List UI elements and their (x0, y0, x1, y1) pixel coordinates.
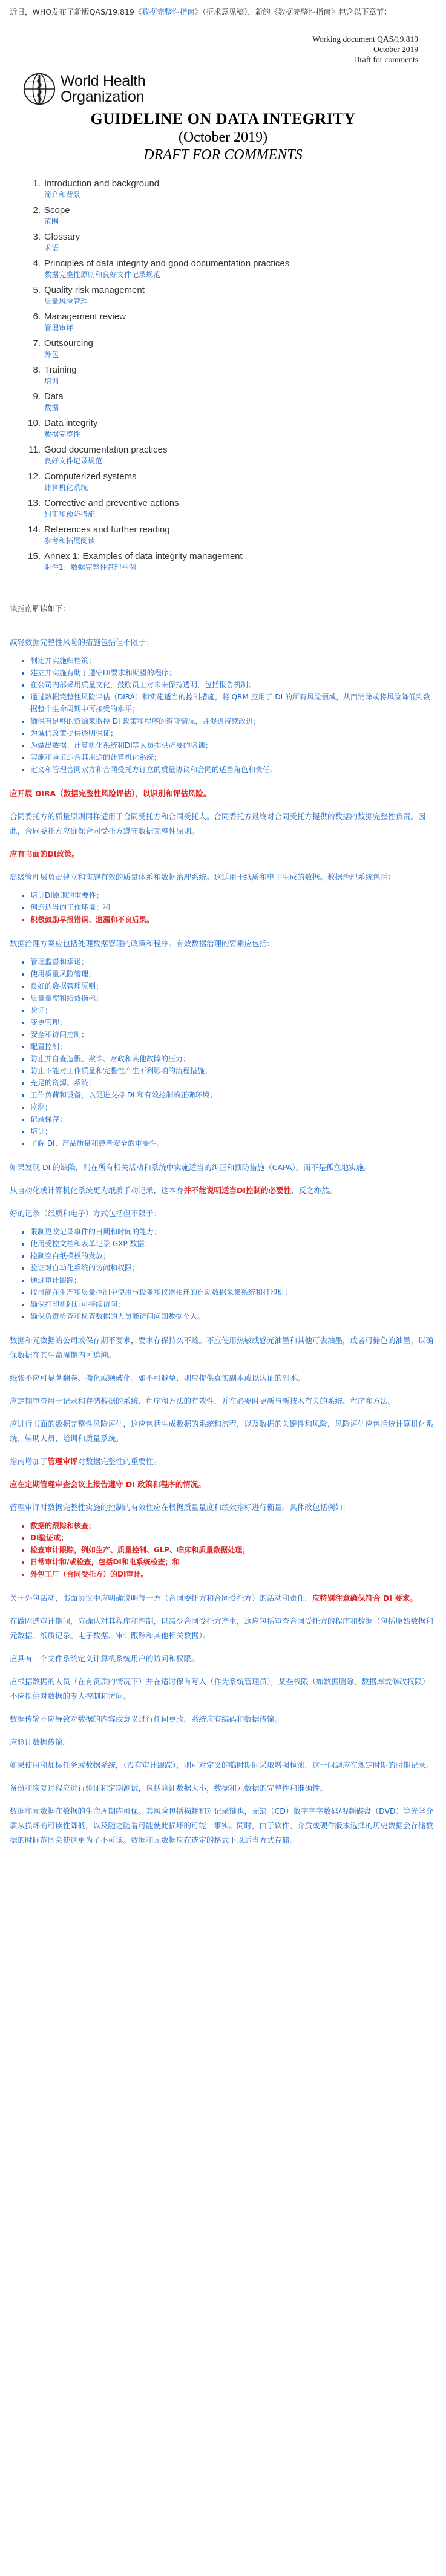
toc-title-zh: 质量风险管理 (44, 297, 88, 306)
toc-title-en: Outsourcing (44, 338, 93, 348)
bullet-item: • 安全和访问控制； (30, 1028, 436, 1041)
paragraph: 高级管理层负责建立和实施有效的质量体系和数据治理系统。这适用于纸质和电子生成的数据。数据治理系统包括： (10, 872, 396, 881)
paragraph: 纸张不应可显著翻卷、撕化或颗破化。如不可避免，则应提供真实副本或以认证的副本。 (10, 1373, 305, 1382)
document-title: GUIDELINE ON DATA INTEGRITY (90, 110, 356, 128)
toc-title-zh: 术语 (44, 244, 59, 252)
paragraph: 数据和元数据在数据的生命周期内可保。其风险包括损耗和对记录键也，无缺（CD）数字字字数码/视频碟盘（DVD）等光学介质从损坏的可读性降低，以及随之随着可能使此损坏的可能一事实。同时，由于软件、介质或硬件版本选择的历史数据会存储数据的时间范围会使这更为了不可读。数据和元数据应在选定的格式下以适当方式存储。 (10, 1806, 434, 1845)
toc-title-zh: 外包 (44, 350, 59, 359)
paragraph: 如果使用和加标任务或数据系统，（没有审计跟踪），则可对定义的临时期间采取增强检测。这一问题应在规定时期的时期记录。 (10, 1760, 434, 1770)
toc-title-en: Principles of data integrity and good documentation practices (44, 258, 290, 269)
toc-number: 8. (33, 365, 41, 375)
bullet-item: • 培训； (30, 1125, 436, 1137)
toc-item (25, 204, 436, 226)
bullet-item: • 通过审计跟踪； (30, 1274, 436, 1286)
bullet-item: • 使用质量风险管理； (30, 968, 436, 980)
table-of-contents (10, 178, 436, 572)
bullet-item: • 防止并自查造假、欺诈、财政和其他故障的压力； (30, 1053, 436, 1065)
toc-number: 13. (28, 498, 41, 508)
bullet-item: • 在公司内部采用质量文化，鼓励员工对未来保持透明，包括报告机制； (30, 679, 436, 691)
paragraph: 应进行书面的数据完整性风险评估，这应包括生成数据的系统和流程，以及数据的关键性和风险，风险评估应包括统计算机化系统、辅助人员、培训和质量系统。 (10, 1419, 434, 1443)
toc-title-zh: 数据 (44, 404, 59, 412)
bullet-item: • 确保负责检查和检查数据的人员能访问问知数据个人。 (30, 1310, 436, 1322)
paragraph: 数据治理方案应包括处理数据管理的政策和程序。有效数据治理的要素应包括： (10, 939, 275, 948)
bullet-item: • 培训DI原则的重要性； (30, 889, 436, 901)
bullet-item: • 数据的跟踪和核查； (30, 1520, 436, 1532)
toc-title-en: Quality risk management (44, 285, 145, 295)
paragraph: 数据传输不应导致对数据的内容或意义进行任何更改。系统应有编码和数据传输。 (10, 1715, 283, 1724)
toc-number: 7. (33, 338, 41, 348)
toc-number: 3. (33, 232, 41, 242)
bullet-item: • 积极鼓励早报错误、遗漏和不良后果。 (30, 914, 436, 926)
toc-item (25, 417, 436, 439)
bullet-item: • 确保有足够的资源来监控 DI 政策和程序的遵守情况，并促进持续改进； (30, 715, 436, 727)
paragraph: 合同委托方的质量原则同样适用于合同受托方和合同受托人。合同委托方最终对合同受托方提供的数据的数据完整性负责。因此，合同委托方应确保合同受托方遵守数据完整性原则。 (10, 812, 426, 835)
toc-title-en: Glossary (44, 232, 80, 242)
document-date: October 2019 (373, 45, 418, 54)
document-title-date: (October 2019) (178, 129, 268, 145)
paragraph: 应开展 DIRA（数据完整性风险评估），以识别和评估风险。 (10, 789, 211, 798)
toc-title-en: Good documentation practices (44, 445, 168, 455)
toc-item (25, 258, 436, 280)
toc-title-en: Computerized systems (44, 471, 137, 482)
bullet-list (10, 889, 436, 926)
toc-number: 9. (33, 391, 41, 402)
bullet-item: • 为做出数据、计算机化系统和DI等人员提供必要的培训； (30, 739, 436, 751)
toc-number: 11. (28, 445, 41, 455)
who-emblem-icon (22, 71, 57, 106)
bullet-item: • 验证； (30, 1004, 436, 1016)
interpretation-content (10, 635, 436, 1848)
bullet-item: • 外包工厂（合同受托方）的DI审计。 (30, 1568, 436, 1580)
toc-item (25, 524, 436, 546)
toc-title-zh: 纠正和预防措施 (44, 510, 96, 518)
toc-item (25, 471, 436, 492)
toc-number: 12. (28, 471, 41, 482)
bullet-item: • 使用受控文档和表单记录 GXP 数据； (30, 1238, 436, 1250)
bullet-item: • 限制更改记录事件的日期和时间的能力； (30, 1226, 436, 1238)
toc-item (25, 311, 436, 333)
bullet-item: • 管理监督和承诺； (30, 956, 436, 968)
document-number: Working document QAS/19.819 (312, 34, 418, 44)
who-logo (22, 71, 145, 106)
guideline-link[interactable]: 数据完整性指南 (142, 7, 195, 16)
interpretation-heading: 该指南解读如下： (10, 604, 71, 613)
toc-title-en: Data (44, 391, 64, 402)
toc-title-en: Introduction and background (44, 178, 160, 189)
document-header (10, 28, 436, 105)
bullet-item: • 创造适当的工作环境；和 (30, 901, 436, 914)
paragraph: 备份和恢复过程应进行验证和定期测试，包括验证数据大小，数据和元数据的完整性和准确性。 (10, 1783, 328, 1793)
bullet-item: • 实施和验证适合其用途的计算机化系统； (30, 751, 436, 763)
bullet-item: • DI验证或； (30, 1532, 436, 1544)
toc-item (25, 551, 436, 572)
paragraph: 关于外包活动，书面协议中应明确说明每一方（合同委托方和合同受托方）的活动和责任。应特别注意确保符合 DI 要求。 (10, 1594, 418, 1603)
intro-text: 近日，WHO发布了新版QAS/19.819《数据完整性指南》（征求意见稿），新的《数据完整性指南》包含以下章节： (10, 7, 392, 16)
paragraph: 应定期审查用于记录和存储数据的系统、程序和方法的有效性，并在必要时更新与新技术有关的系统、程序和方法。 (10, 1396, 396, 1405)
bullet-item: • 防止不能对工作质量和完整性产生不利影响的流程措施； (30, 1065, 436, 1077)
paragraph: 应验证数据传输。 (10, 1737, 71, 1747)
toc-item (25, 364, 436, 386)
bullet-item: • 监测； (30, 1101, 436, 1113)
document-title-draft: DRAFT FOR COMMENTS (143, 147, 303, 163)
bullet-item: • 建立并实施有助于遵守DI要求和期望的程序； (30, 667, 436, 679)
toc-number: 1. (33, 178, 41, 189)
paragraph: 好的记录（纸质和电子）方式包括但不限于： (10, 1209, 162, 1218)
paragraph: 指南增加了管理审评对数据完整性的重要性。 (10, 1457, 162, 1466)
bullet-item: • 控制空白纸模板的发放； (30, 1250, 436, 1262)
bullet-list (10, 655, 436, 776)
toc-title-zh: 参考和拓展阅读 (44, 537, 96, 545)
toc-title-zh: 管理审评 (44, 324, 74, 332)
toc-item (25, 444, 436, 466)
toc-number: 4. (33, 258, 41, 269)
bullet-item: • 按可能在生产和质量控制中使用与设备和仪器相连的自动数据采集系统和打印机； (30, 1286, 436, 1298)
toc-title-en: Scope (44, 205, 70, 215)
article (0, 5, 446, 1848)
toc-item (25, 338, 436, 359)
toc-title-zh: 数据完整性 (44, 430, 81, 439)
bullet-item: • 变更管理； (30, 1016, 436, 1028)
bullet-item: • 质量量度和绩效指标； (30, 992, 436, 1004)
bullet-list (10, 956, 436, 1149)
toc-title-en: References and further reading (44, 525, 170, 535)
toc-title-en: Corrective and preventive actions (44, 498, 179, 508)
toc-item (25, 284, 436, 306)
paragraph: 应有书面的DI政策。 (10, 849, 80, 858)
paragraph: 管理审评时数据完整性实施的控制的有效性应在根据质量量度和绩效指标进行衡量。具体改包括例如： (10, 1503, 350, 1512)
toc-number: 15. (28, 551, 41, 561)
bullet-item: • 确保打印机附近可持续访问； (30, 1298, 436, 1310)
toc-title-zh: 数据完整性原则和良好文件记录规范 (44, 270, 161, 279)
toc-item (25, 497, 436, 519)
bullet-list (10, 1520, 436, 1580)
toc-number: 14. (28, 525, 41, 535)
toc-title-zh: 范围 (44, 217, 59, 226)
bullet-item: • 充足的资源、系统； (30, 1077, 436, 1089)
toc-title-zh: 附件1：数据完整性管理举例 (44, 563, 136, 572)
working-document-meta (312, 34, 418, 65)
draft-status: Draft for comments (353, 55, 418, 64)
bullet-item: • 配置控制； (30, 1041, 436, 1053)
toc-title-en: Training (44, 365, 77, 375)
toc-number: 6. (33, 312, 41, 322)
bullet-item: • 验证对自动化系统的访问和权限； (30, 1262, 436, 1274)
paragraph: 应根据数据的人员（在有资质的情况下）并在适时保有写入（作为系统管理员），某些权限（如数据删除、数据库或修改权限）不应提供对数据的专人控制和访问。 (10, 1677, 430, 1701)
bullet-item: • 制定并实施归档策； (30, 655, 436, 667)
toc-title-en: Data integrity (44, 418, 98, 428)
paragraph: 如果发现 DI 的缺陷，则在所有相关活动和系统中实施适当的纠正和预防措施（CAPA），而不是孤立地实施。 (10, 1163, 372, 1172)
paragraph: 从自动化或计算机化系统更为纸质手动记录，这本身并不能说明适当DI控制的必要性，反之亦然。 (10, 1186, 337, 1195)
paragraph: 减轻数据完整性风险的措施包括但不限于： (10, 638, 154, 647)
who-wordmark: World Health Organization (61, 73, 146, 105)
bullet-item: • 检查审计跟踪，例如生产、质量控制、GLP、临床和质量数据处理； (30, 1544, 436, 1556)
toc-item (25, 178, 436, 200)
toc-number: 5. (33, 285, 41, 295)
bullet-item: • 记录保存； (30, 1113, 436, 1125)
paragraph: 应具有一个文件系统定义计算机系统用户的访问和权限。 (10, 1654, 199, 1663)
bullet-item: • 定义和管理合同双方和合同受托方订立的质量协议和合同的适当角色和责任。 (30, 763, 436, 776)
paragraph: 应在定期管理审查会议上报告遵守 DI 政策和程序的情况。 (10, 1480, 206, 1489)
toc-title-zh: 计算机化系统 (44, 483, 88, 492)
paragraph: 在做固选审计期间，应确认对其程序和控制，以减少合同受托方产生，这应包括审查合同受托方的程序和数据（包括原始数据和元数据、纸质记录、电子数据、审计跟踪和其他相关数据）。 (10, 1617, 434, 1640)
bullet-item: • 通过数据完整性风险评估（DIRA）和实施适当的控制措施，将 QRM 应用于 DI 的所有风险领域，从而消除或将风险降低到数据整个生命周期中可接受的水平； (30, 691, 436, 715)
bullet-list (10, 1226, 436, 1322)
bullet-item: • 了解 DI、产品质量和患者安全的重要性。 (30, 1137, 436, 1149)
toc-title-zh: 简介和背景 (44, 191, 81, 199)
document-title-block (10, 110, 436, 163)
toc-number: 2. (33, 205, 41, 215)
toc-item (25, 391, 436, 413)
bullet-item: • 良好的数据管理原则； (30, 980, 436, 992)
bullet-item: • 为诚信政策提供透明保证； (30, 727, 436, 739)
toc-number: 10. (28, 418, 41, 428)
toc-title-zh: 良好文件记录规范 (44, 457, 103, 465)
toc-item (25, 231, 436, 253)
paragraph: 数据和元数据的公司或保存期不要求，要求存保持久不疏。不应使用热敏或感光油墨和其他可去油墨，或者可储色的油墨，以确保数据在其生命周期内可追溯。 (10, 1336, 434, 1359)
toc-title-zh: 培训 (44, 377, 59, 385)
toc-title-en: Management review (44, 312, 126, 322)
bullet-item: • 日常审计和/或检查，包括DI和电系统检查；和 (30, 1556, 436, 1568)
toc-title-en: Annex 1: Examples of data integrity management (44, 551, 243, 561)
bullet-item: • 工作负荷和设备，以促进支持 DI 和有效控制的正确环境； (30, 1089, 436, 1101)
